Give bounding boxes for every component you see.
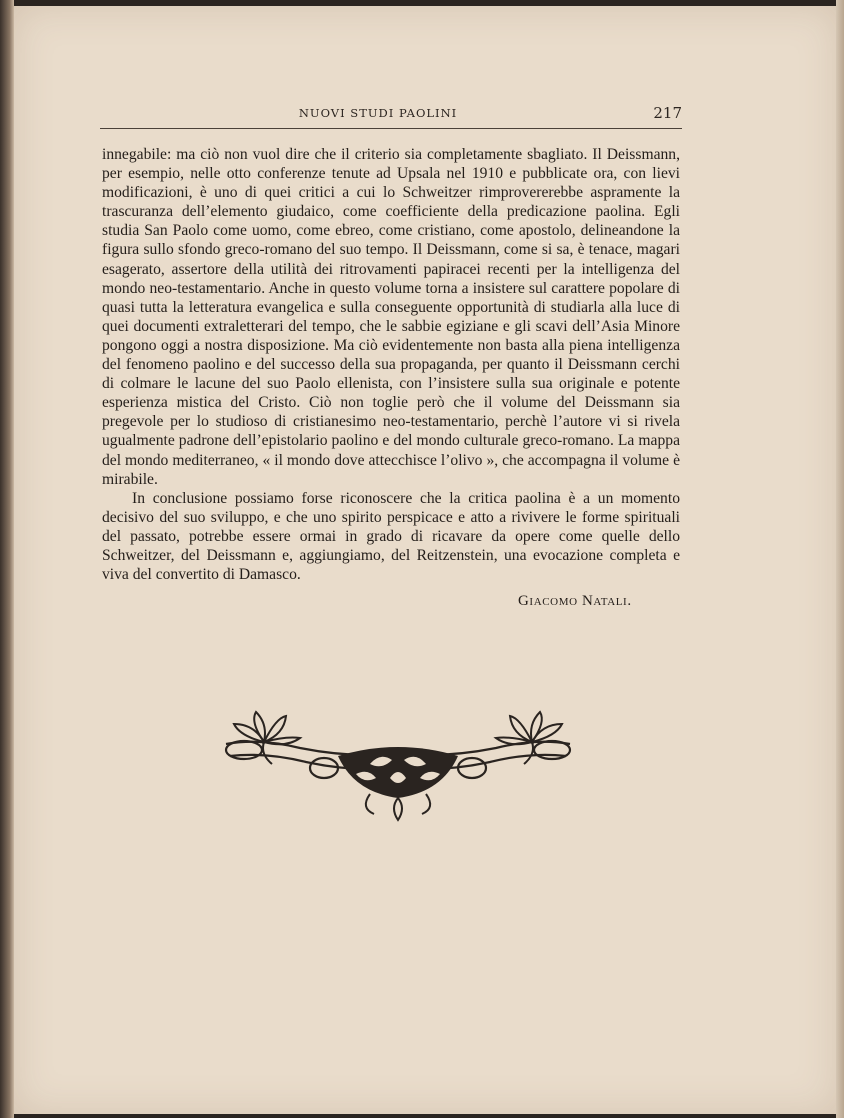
floral-tailpiece-ornament-icon <box>220 708 576 824</box>
page-number: 217 <box>653 104 682 122</box>
book-spine <box>0 0 14 1118</box>
author-signature: Giacomo Natali. <box>518 593 632 609</box>
page-edge <box>836 0 844 1118</box>
paragraph: In conclusione possiamo forse riconoscere che la critica paolina è a un momento decisivo del suo sviluppo, e che uno spirito perspicace e atto a rivivere le forme spirituali del passato, potrebbe essere ormai in grado di ricavare da opere come quelle dello Schweitzer, del Deissmann e, aggiungiamo, del Reitzenstein, una evocazione completa e viva del convertito di Damasco. <box>102 489 680 584</box>
paragraph: innegabile: ma ciò non vuol dire che il criterio sia completamente sbagliato. Il Deissmann, per esempio, nelle otto conferenze tenute ad Upsala nel 1910 e pubblicate ora, con lievi modificazioni, è uno di quei critici a cui lo Schweitzer rimprovererebbe aspramente la trascuranza dell’elemento giudaico, come coefficiente della predicazione paolina. Egli studia San Paolo come uomo, come ebreo, come cristiano, come apostolo, delineandone la figura sullo sfondo greco-romano del suo tempo. Il Deissmann, come si sa, è tenace, magari esagerato, assertore della utilità dei ritrovamenti papiracei recenti per la intelligenza del mondo neo-testamentario. Anche in questo volume torna a insistere sul carattere popolare di quasi tutta la letteratura evangelica e sulla conseguente opportunità di studiarla alla luce di quei documenti extraletterari del tempo, che le sabbie egiziane e gli scavi dell’Asia Minore pongono oggi a nostra disposizione. Ma ciò evidentemente non basta alla piena intelligenza del fenomeno paolino e del successo della sua propaganda, per quanto il Deissmann cerchi di colmare le lacune del suo Paolo ellenista, con l’insistere sulla sua originale e potente esperienza mistica del Cristo. Ciò non toglie però che il volume del Deissmann sia pregevole per lo studioso di cristianesimo neo-testamentario, perchè l’autore vi si rivela ugualmente padrone dell’epistolario paolino e del mondo culturale greco-romano. La mappa del mondo mediterraneo, « il mondo dove attecchisce l’olivo », che accompagna il volume è mirabile. <box>102 146 680 488</box>
page-header <box>88 104 682 124</box>
running-head: NUOVI STUDI PAOLINI <box>298 106 458 120</box>
body-text <box>102 145 680 584</box>
header-rule <box>100 128 682 129</box>
